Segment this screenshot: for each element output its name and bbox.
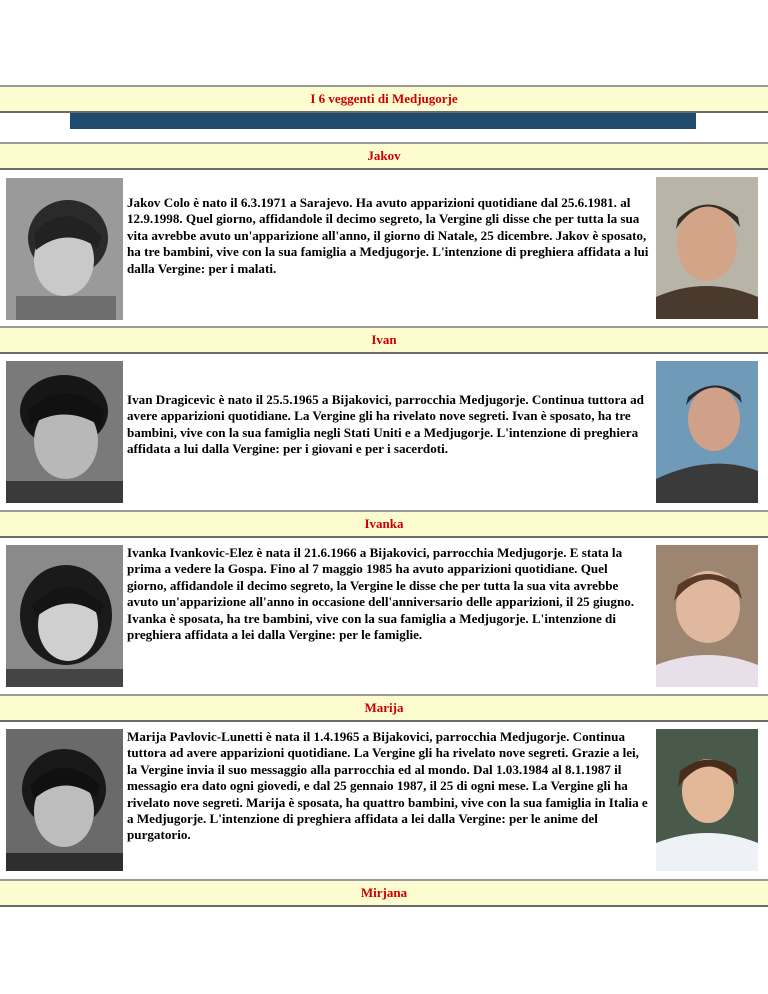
portrait-image [656,545,758,687]
marija-young-photo [6,729,123,871]
section-header-marija [0,694,768,722]
bio-ivan: Ivan Dragicevic è nato il 25.5.1965 a Bijakovici, parrocchia Medjugorje. Continua tuttora ad avere apparizioni quotidiane. La Vergine gli ha rivelato nove segreti. Ivan è sposato, ha tre bambini, vive con la sua famiglia negli Stati Uniti e a Medjugorje. L'intenzione di preghiera affidata a lui dalla Vergine: per i giovani e per i sacerdoti. [127,392,644,457]
jakov-young-photo [6,178,123,320]
marija-adult-photo [656,729,758,871]
bio-ivanka: Ivanka Ivankovic-Elez è nata il 21.6.1966 a Bijakovici, parrocchia Medjugorje. E stata la prima a vedere la Gospa. Fino al 7 maggio 1985 ha avuto apparizioni quotidiane. Quel giorno, affidandole il decimo segreto, la Vergine le disse che per tutta la sua vita avrebbe avuto un'apparizione all'anno in occasione dell'anniversario delle apparizioni, il 25 giugno. Ivanka è sposata, ha tre bambini, vive con la sua famiglia a Medjugorje. L'intenzione di preghiera affidata a lei dalla Vergine: per le famiglie. [127,545,635,643]
section-header-mirjana [0,879,768,907]
section-header-ivanka [0,510,768,538]
section-title: Ivanka [364,516,404,531]
portrait-image [6,361,123,503]
section-title: Mirjana [360,885,408,900]
bio-marija: Marija Pavlovic-Lunetti è nata il 1.4.1965 a Bijakovici, parrocchia Medjugorje. Continua tuttora ad avere apparizioni quotidiane. La Vergine gli ha rivelato nove segreti. Grazie a lei, la Vergine invia il suo messaggio alla parrocchia ed al mondo. Dal 1.03.1984 al 8.1.1987 il messagio era dato ogni giovedi, e dal 25 gennaio 1987, il 25 di ogni mese. La Vergine gli ha rivelato nove segreti. Marija è sposata, ha quattro bambini, vive con la sua famiglia in Italia e a Medjugorje. L'intenzione di preghiera affidata a lei dalla Vergine: per le anime del purgatorio. [127,729,648,843]
portrait-image [6,545,123,687]
portrait-image [656,729,758,871]
section-title: Jakov [367,148,401,163]
ivan-adult-photo [656,361,758,503]
title-divider-band [70,113,696,129]
portrait-image [656,361,758,503]
jakov-adult-photo [656,177,758,319]
bio-jakov: Jakov Colo è nato il 6.3.1971 a Sarajevo. Ha avuto apparizioni quotidiane dal 25.6.1981. al 12.9.1998. Quel giorno, affidandole il decimo segreto, la Vergine gli disse che per tutta la sua vita avrebbe avuto un'apparizione all'anno, il giorno di Natale, 25 dicembre. Jakov è sposato, ha tre bambini, vive con la sua famiglia a Medjugorje. L'intenzione di preghiera affidata a lui dalla Vergine: per i malati. [127,195,649,276]
portrait-image [656,177,758,319]
portrait-image [6,729,123,871]
section-title: Marija [364,700,404,715]
page-title-bar [0,85,768,113]
ivanka-young-photo [6,545,123,687]
portrait-image [6,178,123,320]
ivan-young-photo [6,361,123,503]
page-title: I 6 veggenti di Medjugorje [310,91,458,106]
section-header-ivan [0,326,768,354]
ivanka-adult-photo [656,545,758,687]
section-header-jakov [0,142,768,170]
section-title: Ivan [371,332,397,347]
